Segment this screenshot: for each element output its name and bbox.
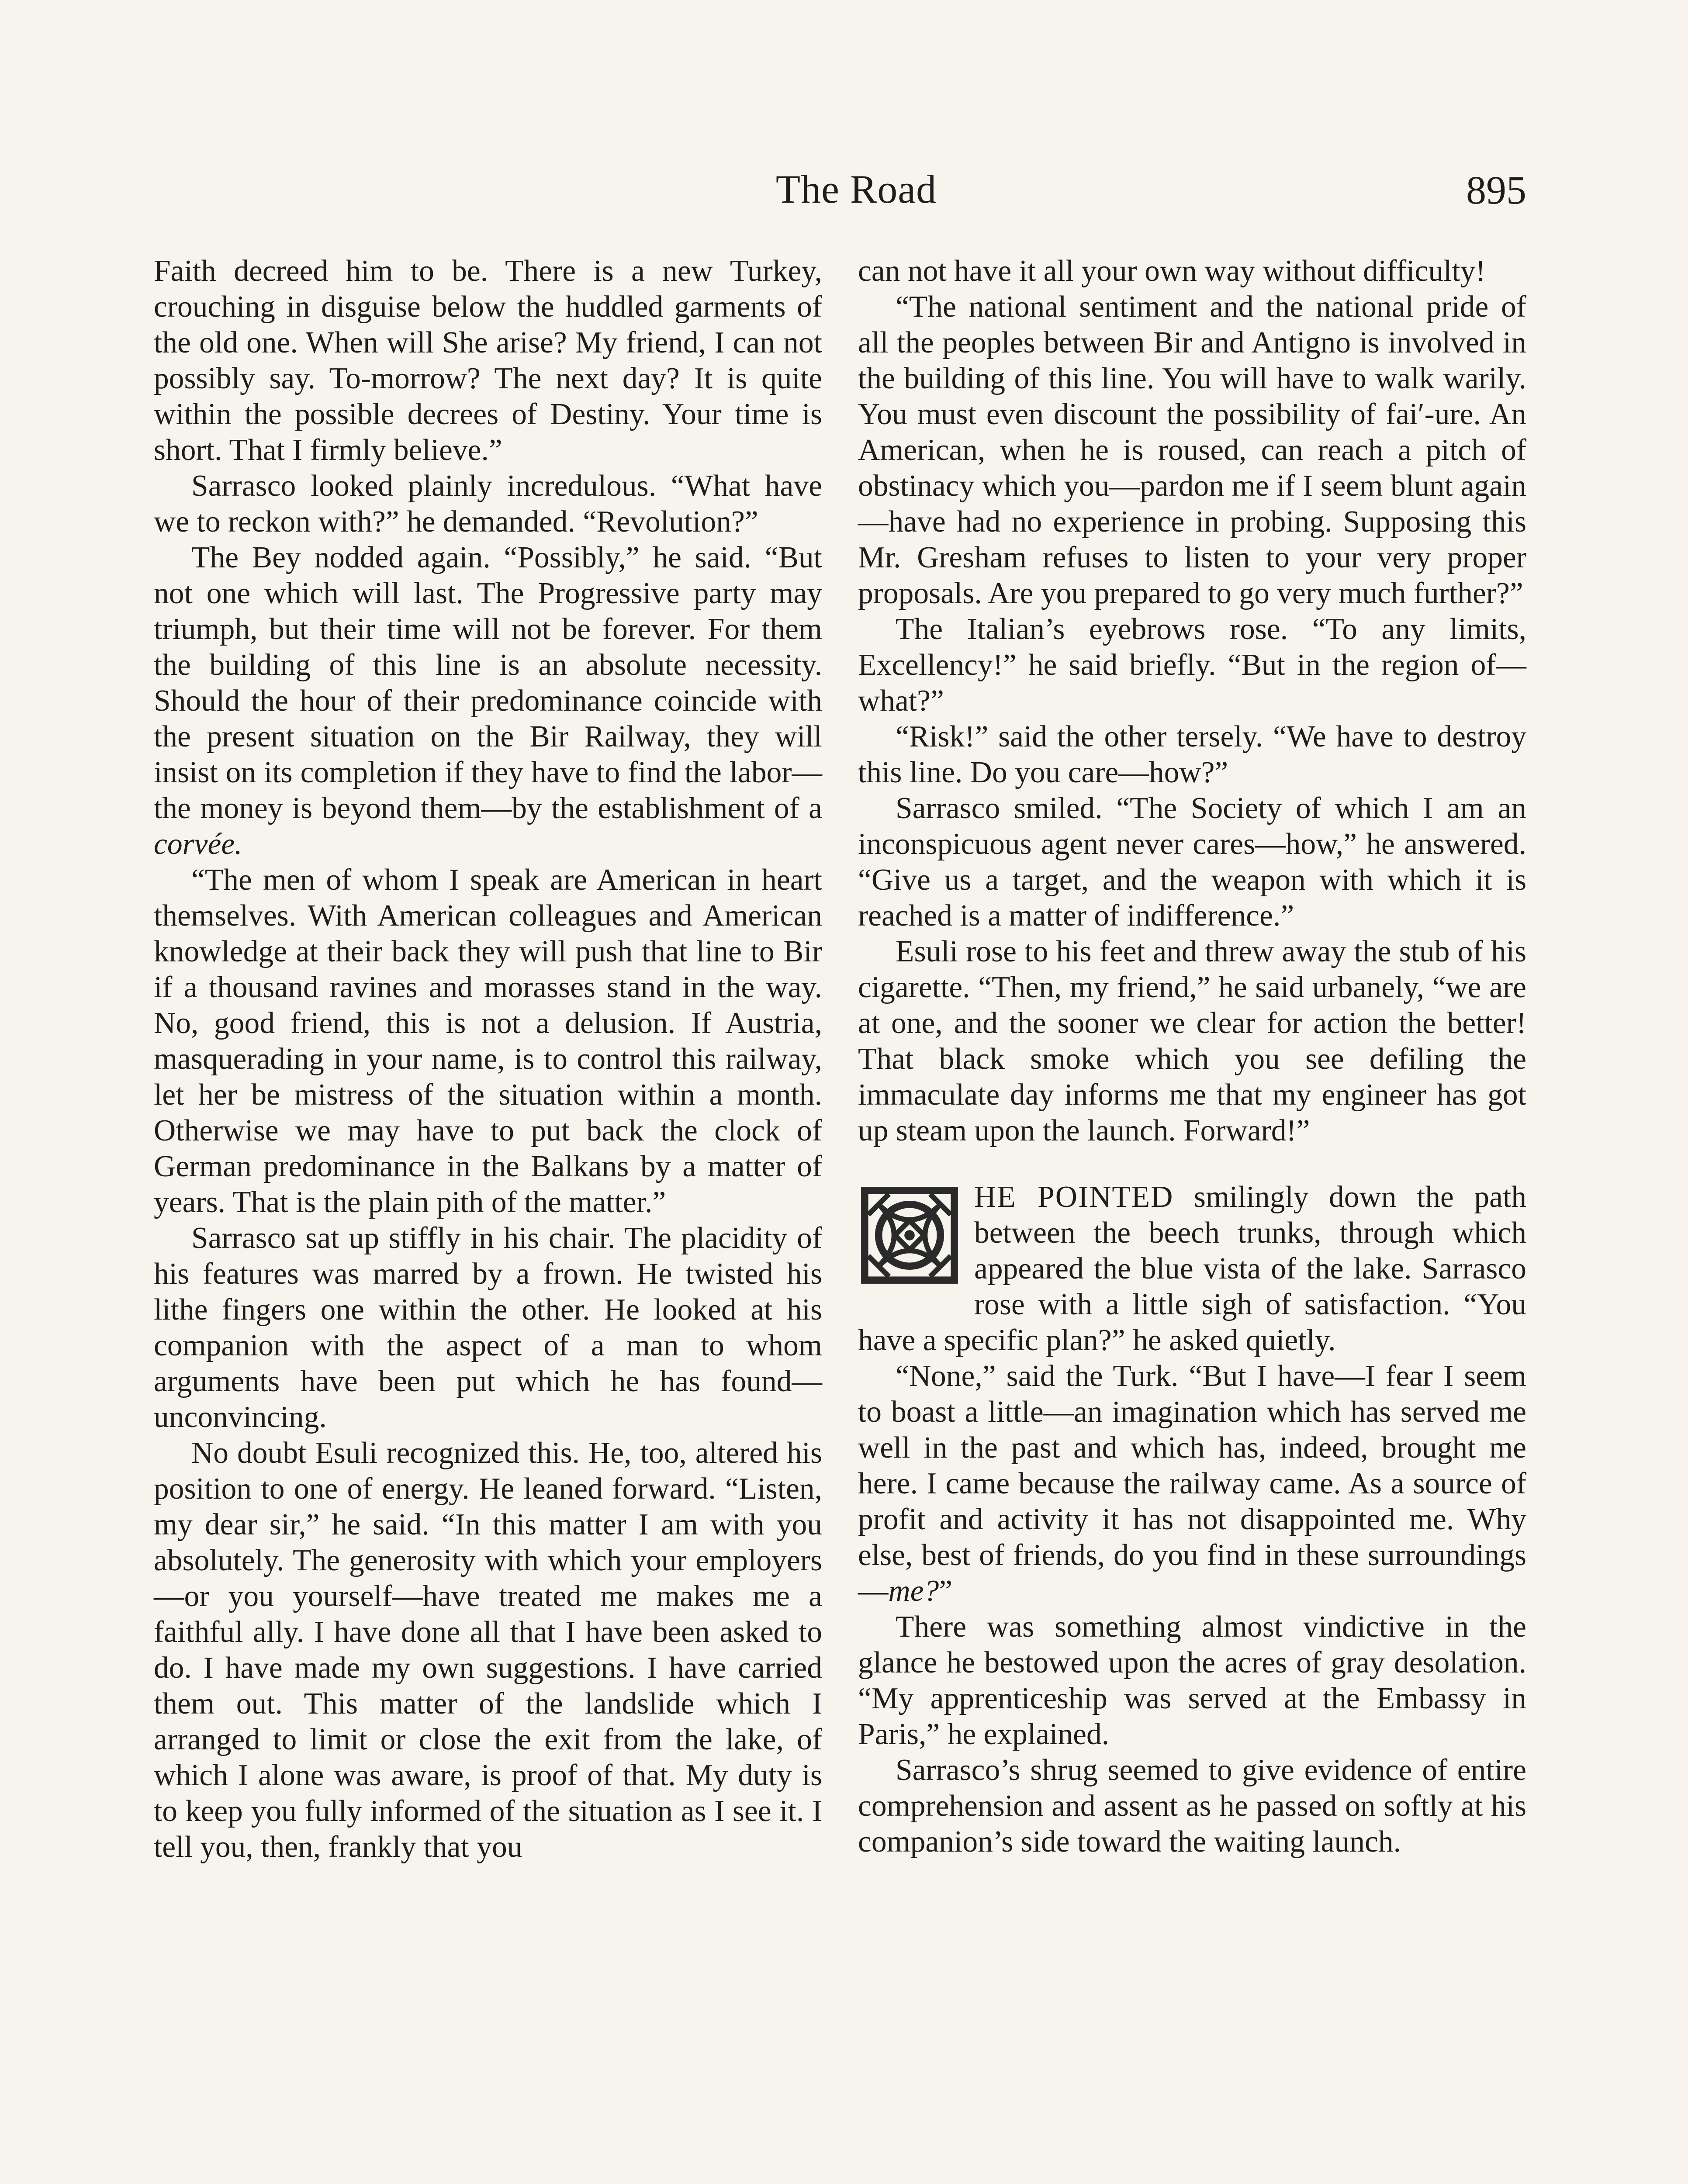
left-column	[154, 253, 822, 1865]
celtic-knot-initial-icon	[858, 1184, 963, 1293]
paragraph: “The men of whom I speak are American in heart themselves. With American colleagues and American knowledge at their back they will push that line to Bir if a thousand ravines and morasses stand in the way. No, good friend, this is not a delusion. If Austria, masquerading in your name, is to control this railway, let her be mistress of the situation within a month. Otherwise we may have to put back the clock of German predominance in the Balkans by a matter of years. That is the plain pith of the matter.”	[154, 863, 822, 1219]
paragraph	[858, 1358, 1526, 1609]
paragraph: can not have it all your own way without difficulty!	[858, 254, 1486, 288]
section-opening-words: HE POINTED	[974, 1180, 1174, 1214]
paragraph: “The national sentiment and the national pride of all the peoples between Bir and Antigno is involved in the building of this line. You will have to walk warily. You must even discount the possibility of faiʹ-ure. An American, when he is roused, can reach a pitch of obstinacy which you—pardon me if I seem blunt again—have had no experience in probing. Supposing this Mr. Gresham refuses to listen to your very proper proposals. Are you prepared to go very much further?”	[858, 290, 1526, 610]
paragraph: No doubt Esuli recognized this. He, too, altered his position to one of energy. He leaned forward. “Listen, my dear sir,” he said. “In this matter I am with you absolutely. The generosity with which your employers—or you yourself—have treated me makes me a faithful ally. I have done all that I have been asked to do. I have made my own suggestions. I have carried them out. This matter of the landslide which I arranged to limit or close the exit from the lake, of which I alone was aware, is proof of that. My duty is to keep you fully informed of the situation as I see it. I tell you, then, frankly that you	[154, 1436, 822, 1864]
running-title: The Road	[775, 167, 937, 211]
italic-word: me?	[888, 1574, 939, 1608]
paragraph: There was something almost vindictive in the glance he bestowed upon the acres of gray desolation. “My apprenticeship was served at the Embassy in Paris,” he explained.	[858, 1610, 1526, 1751]
paragraph: Faith decreed him to be. There is a new Turkey, crouching in disguise below the huddled garments of the old one. When will She arise? My friend, I can not possibly say. To-morrow? The next day? It is quite within the possible decrees of Destiny. Your time is short. That I firmly believe.”	[154, 254, 822, 467]
paragraph: Esuli rose to his feet and threw away the stub of his cigarette. “Then, my friend,” he said urbanely, “we are at one, and the sooner we clear for action the better! That black smoke which you see defiling the immaculate day informs me that my engineer has got up steam upon the launch. Forward!”	[858, 935, 1526, 1147]
celtic-knot-initial-icon	[858, 1184, 961, 1287]
paragraph-text: The Bey nodded again. “Possibly,” he said. “But not one which will last. The Progressive party may triumph, but their time will not be forever. For them the building of this line is an absolute necessity. Should the hour of their predominance coincide with the present situation on the Bir Railway, they will insist on its completion if they have to find the labor—the money is beyond them—by the establishment of a	[154, 541, 822, 825]
italic-word: corvée.	[154, 827, 242, 861]
paragraph-text: “None,” said the Turk. “But I have—I fear I seem to boast a little—an imagination which has served me well in the past and which has, indeed, brought me here. I came because the railway came. As a source of profit and activity it has not disappointed me. Why else, best of friends, do you find in these surroundings—	[858, 1359, 1526, 1608]
right-column	[858, 253, 1526, 1860]
paragraph: Sarrasco looked plainly incredulous. “What have we to reckon with?” he demanded. “Revolution?”	[154, 469, 822, 539]
paragraph	[154, 540, 822, 862]
paragraph: “Risk!” said the other tersely. “We have to destroy this line. Do you care—how?”	[858, 720, 1526, 789]
paragraph: Sarrasco’s shrug seemed to give evidence of entire comprehension and assent as he passed on softly at his companion’s side toward the waiting launch.	[858, 1753, 1526, 1859]
paragraph: The Italian’s eyebrows rose. “To any limits, Excellency!” he said briefly. “But in the region of—what?”	[858, 612, 1526, 718]
paragraph-text: smilingly down the path between the beech trunks, through which appeared the blue vista of the lake. Sarrasco rose with a little sigh of satisfaction. “You have a specific plan?” he asked quietly.	[858, 1180, 1527, 1357]
paragraph: Sarrasco smiled. “The Society of which I am an inconspicuous agent never cares—how,” he answered. “Give us a target, and the weapon with which it is reached is a matter of indifference.”	[858, 791, 1526, 933]
paragraph: Sarrasco sat up stiffly in his chair. The placidity of his features was marred by a frown. He twisted his lithe fingers one within the other. He looked at his companion with the aspect of a man to whom arguments have been put which he has found—unconvincing.	[154, 1221, 822, 1434]
closing-quote: ”	[939, 1574, 953, 1608]
section-opening-paragraph	[858, 1179, 1526, 1358]
page-number: 895	[1466, 168, 1526, 212]
